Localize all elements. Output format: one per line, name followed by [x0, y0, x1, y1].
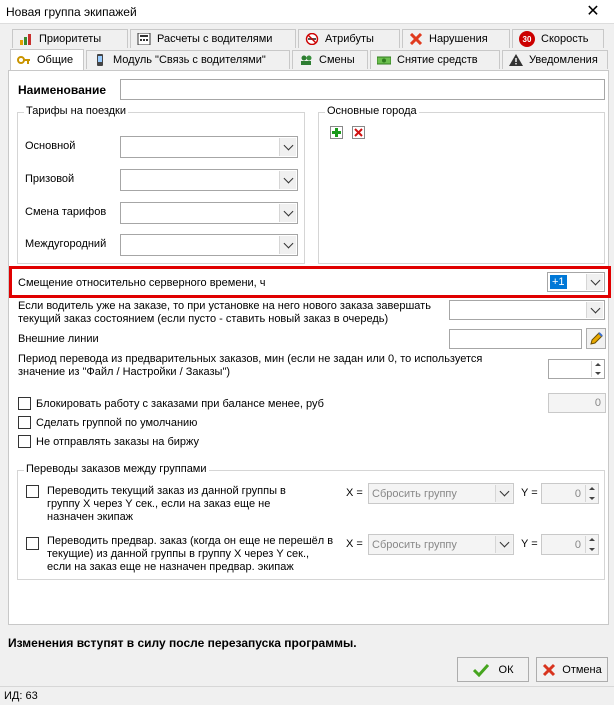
transfer-preorder-group-value: Сбросить группу [372, 539, 457, 551]
preorder-period-line2: значение из "Файл / Настройки / Заказы") [18, 366, 231, 378]
tariff-prize-select[interactable] [120, 169, 298, 191]
transfer-current-x-label: X = [346, 487, 363, 499]
chevron-down-icon [586, 274, 603, 290]
transfer-preorder-x-label: X = [346, 538, 363, 550]
tab-driver-module[interactable] [86, 50, 290, 69]
chevron-down-icon [279, 236, 296, 254]
tariff-basic-select[interactable] [120, 136, 298, 158]
calculator-icon [137, 33, 151, 45]
transfer-current-y-spinner[interactable] [541, 483, 599, 504]
transfer-current-line1: Переводить текущий заказ из данной группы в [47, 485, 286, 497]
transfer-current-line3: назначен экипаж [47, 511, 134, 523]
title-bar [0, 0, 614, 24]
transfer-preorder-group-select[interactable] [368, 534, 514, 555]
bars-icon [19, 33, 33, 45]
chevron-down-icon [279, 204, 296, 222]
transfer-current-checkbox[interactable] [26, 485, 39, 498]
tariff-change-label: Смена тарифов [25, 206, 107, 218]
busy-driver-line1: Если водитель уже на заказе, то при установке на него нового заказа завершать [18, 300, 431, 312]
tab-label: Смены [319, 54, 355, 66]
name-label: Наименование [18, 83, 107, 97]
window-title: Новая группа экипажей [6, 5, 137, 19]
offset-label: Смещение относительно серверного времени, ч [18, 277, 266, 289]
transfer-preorder-line1: Переводить предвар. заказ (когда он еще не перешёл в [47, 535, 334, 547]
cities-legend: Основные города [327, 105, 417, 117]
tab-label: Нарушения [429, 33, 488, 45]
cancel-x-icon [542, 663, 556, 677]
block-orders-checkbox[interactable] [18, 397, 31, 410]
remove-city-icon[interactable] [352, 126, 365, 139]
tab-violations[interactable] [402, 29, 510, 48]
tab-notifications[interactable] [502, 50, 608, 69]
external-lines-edit-button[interactable] [586, 328, 606, 349]
spin-arrows-icon[interactable] [585, 485, 597, 502]
tab-label: Скорость [541, 33, 589, 45]
phone-icon [93, 54, 107, 66]
chevron-down-icon [495, 485, 512, 502]
pencil-icon [589, 331, 604, 346]
tariffs-legend: Тарифы на поездки [26, 105, 126, 117]
cancel-label: Отмена [562, 663, 602, 676]
no-exchange-label: Не отправлять заказы на биржу [36, 436, 200, 448]
busy-driver-state-select[interactable] [449, 300, 605, 320]
tab-label: Расчеты с водителями [157, 33, 273, 45]
transfer-preorder-line2: текущие) из данной группы в группу X через Y сек., [47, 548, 310, 560]
transfer-preorder-y-value: 0 [574, 539, 581, 551]
tab-general[interactable] [10, 49, 84, 70]
speed-limit-icon: 30 [519, 31, 535, 47]
warning-icon [509, 54, 523, 66]
key-icon [17, 54, 31, 66]
status-bar [0, 686, 614, 705]
transfer-preorder-y-label: Y = [521, 538, 538, 550]
tab-label: Модуль "Связь с водителями" [113, 54, 266, 66]
restart-notice: Изменения вступят в силу после перезапуска программы. [8, 636, 357, 650]
preorder-period-spinner[interactable] [548, 359, 605, 379]
external-lines-label: Внешние линии [18, 333, 99, 345]
tab-attributes[interactable] [298, 29, 400, 48]
spin-arrows-icon[interactable] [585, 536, 597, 553]
checkmark-icon [473, 663, 489, 677]
red-x-icon [409, 33, 423, 45]
busy-driver-line2: текущий заказ состоянием (если пусто - ставить новый заказ в очередь) [18, 313, 389, 325]
money-icon [377, 54, 391, 66]
tab-label: Общие [37, 54, 74, 66]
tab-label: Снятие средств [397, 54, 478, 66]
transfer-current-y-label: Y = [521, 487, 538, 499]
add-city-icon[interactable] [330, 126, 343, 139]
no-smoking-icon [305, 33, 319, 45]
ok-label: ОК [498, 663, 514, 676]
ok-button[interactable] [457, 657, 529, 682]
chevron-down-icon [495, 536, 512, 553]
tariff-change-select[interactable] [120, 202, 298, 224]
transfer-preorder-y-spinner[interactable] [541, 534, 599, 555]
tariff-prize-label: Призовой [25, 173, 75, 185]
chevron-down-icon [279, 171, 296, 189]
min-balance-input[interactable] [548, 393, 606, 413]
tab-label: Уведомления [529, 54, 598, 66]
name-input[interactable] [120, 79, 605, 100]
tab-shifts[interactable] [292, 50, 368, 69]
spin-arrows-icon[interactable] [591, 361, 603, 377]
no-exchange-checkbox[interactable] [18, 435, 31, 448]
block-orders-label: Блокировать работу с заказами при балансе менее, руб [36, 398, 324, 410]
chevron-down-icon [279, 138, 296, 156]
default-group-checkbox[interactable] [18, 416, 31, 429]
close-icon[interactable]: ✕ [586, 3, 600, 20]
transfer-current-group-value: Сбросить группу [372, 488, 457, 500]
default-group-label: Сделать группой по умолчанию [36, 417, 198, 429]
transfer-current-y-value: 0 [574, 488, 581, 500]
preorder-period-line1: Период перевода из предварительных заказов, мин (если не задан или 0, то используется [18, 353, 483, 365]
tariff-intercity-label: Междугородний [25, 238, 107, 250]
offset-select[interactable] [547, 272, 605, 292]
tab-label: Приоритеты [39, 33, 102, 45]
transfer-preorder-checkbox[interactable] [26, 537, 39, 550]
min-balance-value: 0 [594, 397, 601, 409]
tab-priorities[interactable] [12, 29, 128, 48]
tab-withdrawals[interactable] [370, 50, 500, 69]
tab-label: Атрибуты [325, 33, 374, 45]
transfer-current-group-select[interactable] [368, 483, 514, 504]
tariff-intercity-select[interactable] [120, 234, 298, 256]
external-lines-input[interactable] [449, 329, 582, 349]
tab-speed[interactable] [512, 29, 604, 48]
shift-icon [299, 54, 313, 66]
tariff-basic-label: Основной [25, 140, 76, 152]
chevron-down-icon [586, 302, 603, 318]
cancel-button[interactable] [536, 657, 608, 682]
transfers-legend: Переводы заказов между группами [26, 463, 207, 475]
transfer-preorder-line3: если на заказ еще не назначен предвар. экипаж [47, 561, 294, 573]
status-id: ИД: 63 [4, 690, 38, 702]
offset-value: +1 [552, 276, 565, 288]
transfer-current-line2: группу X через Y сек., если на заказ еще не [47, 498, 271, 510]
tab-driver-payments[interactable] [130, 29, 296, 48]
